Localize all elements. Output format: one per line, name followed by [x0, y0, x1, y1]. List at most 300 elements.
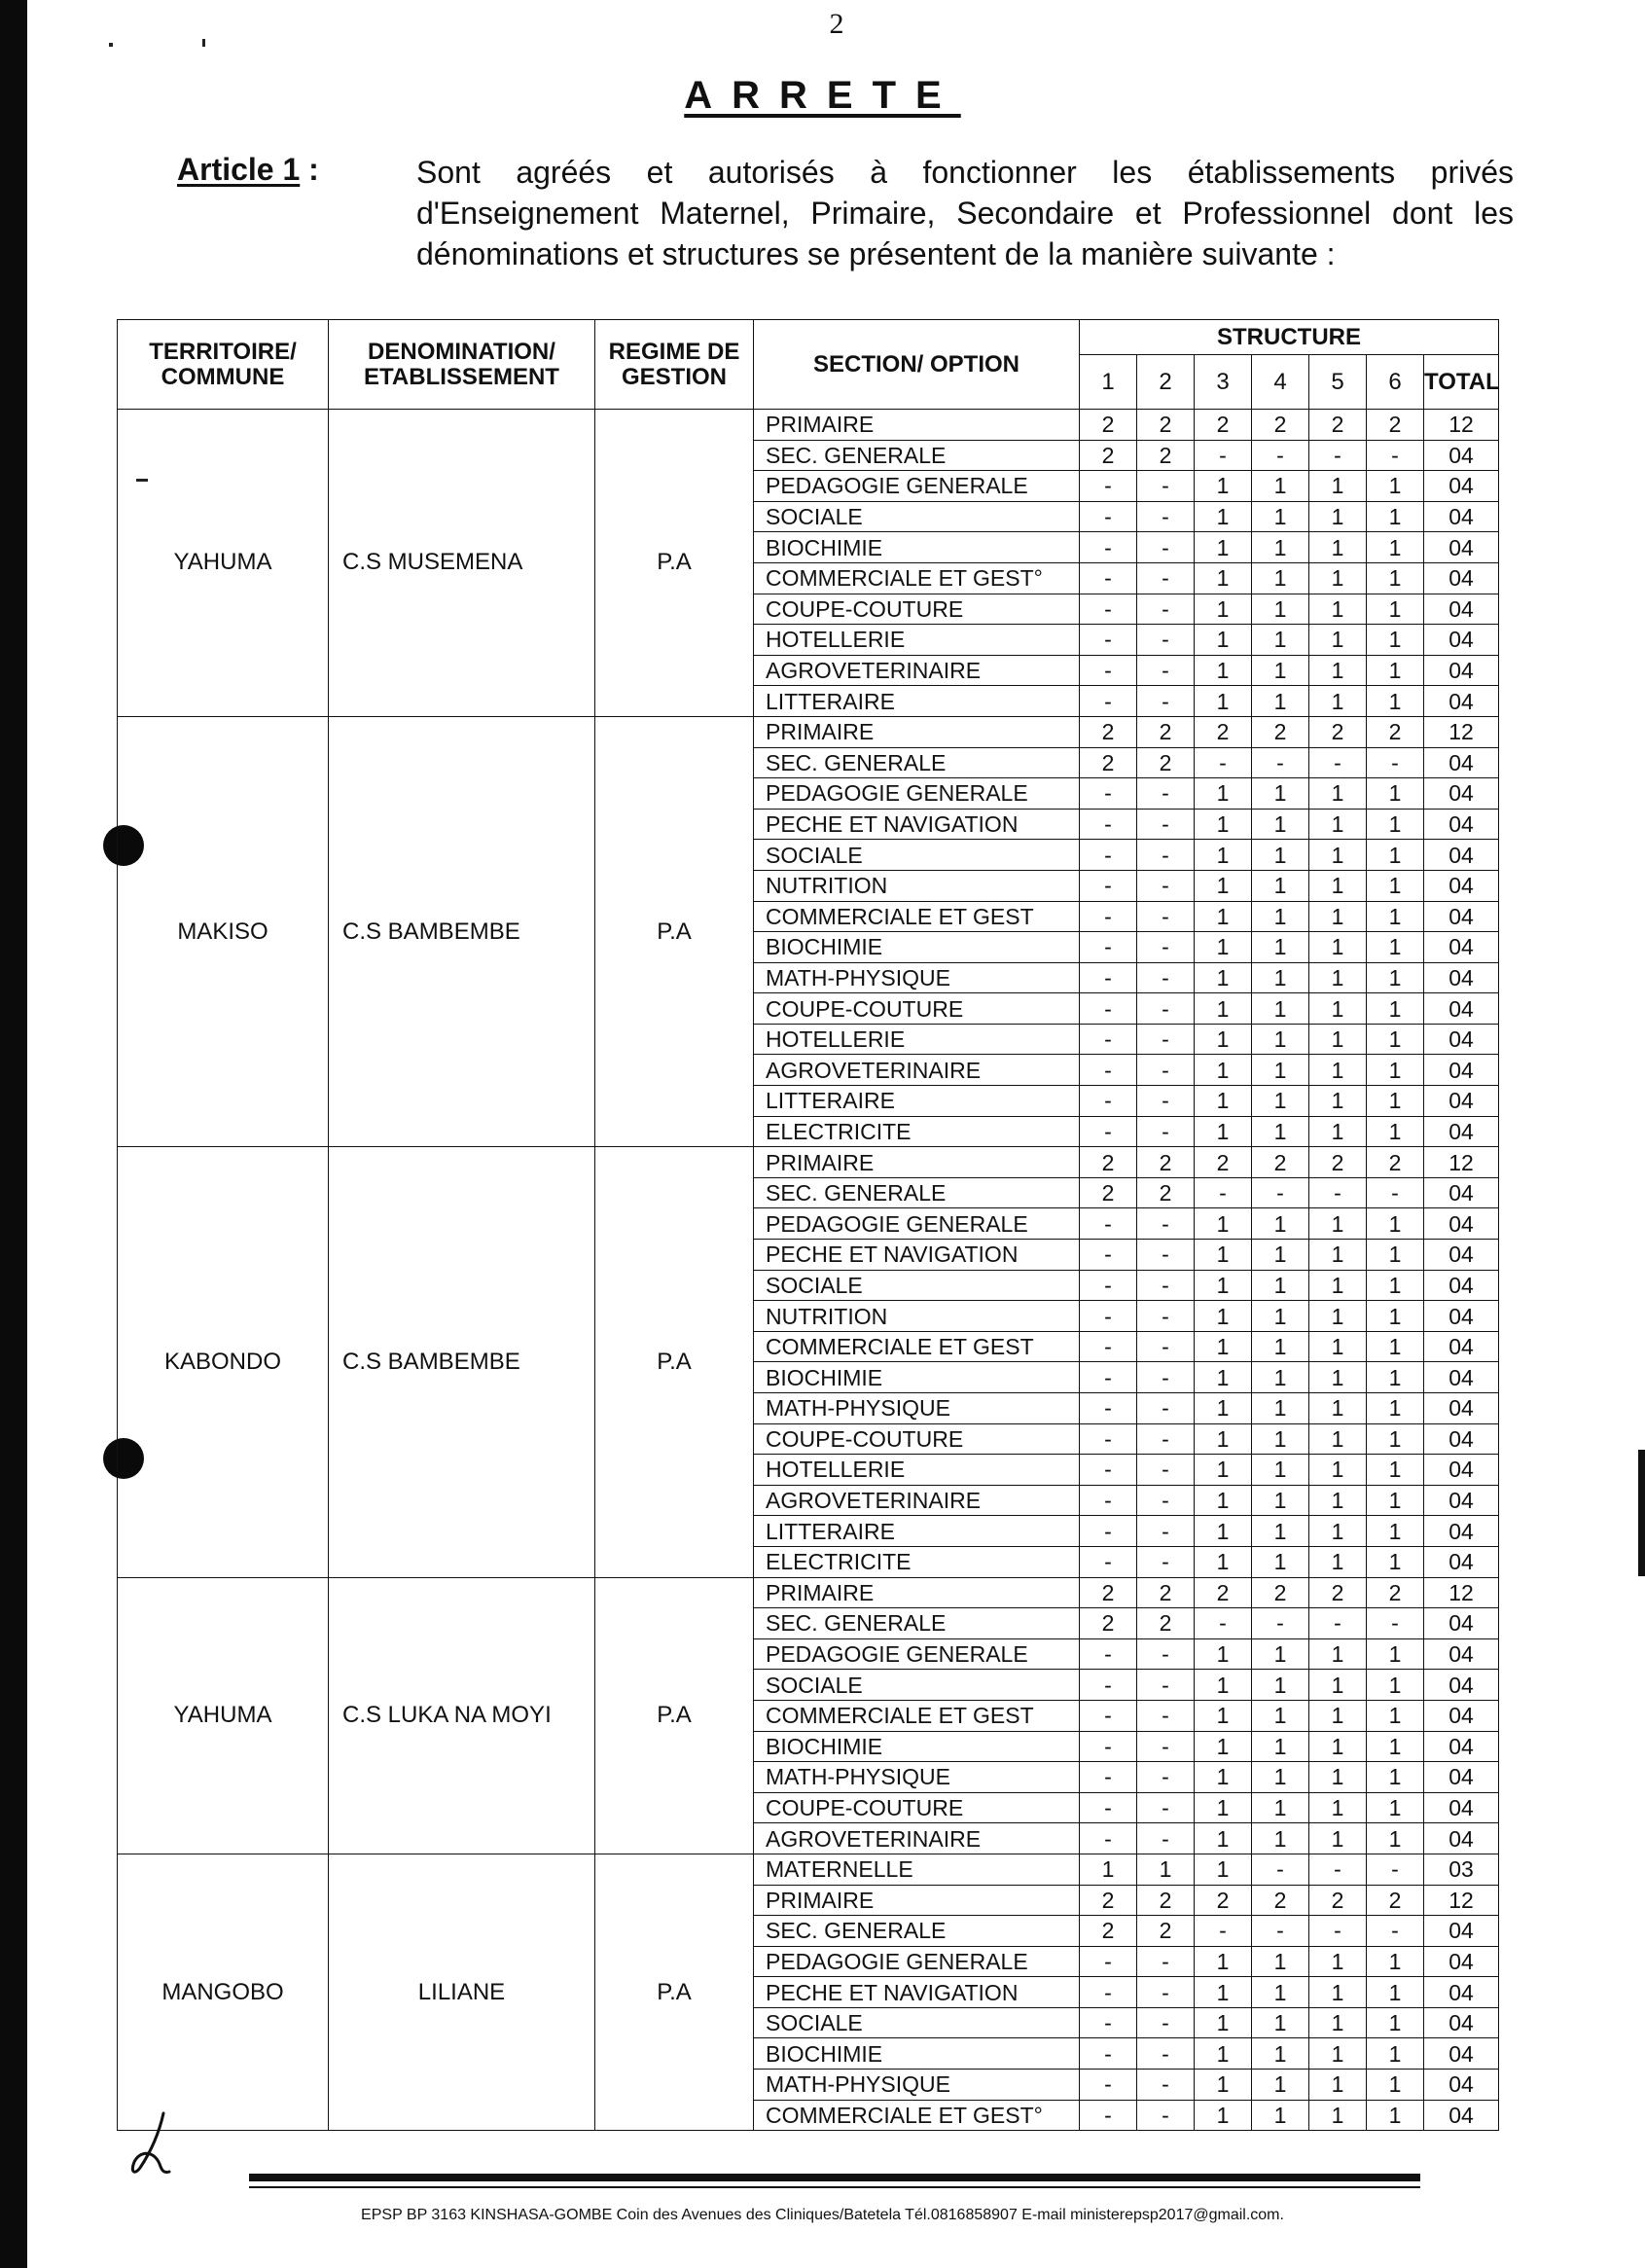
structure-cell-year-3: 1 [1195, 840, 1252, 871]
total-cell: 04 [1424, 2070, 1499, 2101]
establishments-table [117, 319, 1499, 2131]
structure-cell-year-5: 2 [1309, 410, 1367, 441]
option-cell: COUPE-COUTURE [754, 1792, 1080, 1823]
structure-cell-year-4: 1 [1252, 1455, 1309, 1486]
option-cell: BIOCHIMIE [754, 532, 1080, 563]
structure-cell-year-3: 1 [1195, 1638, 1252, 1670]
total-cell: 04 [1424, 1177, 1499, 1208]
structure-cell-year-4: 1 [1252, 1362, 1309, 1393]
structure-cell-year-1: - [1080, 1670, 1137, 1701]
structure-cell-year-4: 1 [1252, 1240, 1309, 1271]
structure-cell-year-2: - [1137, 778, 1195, 810]
structure-cell-year-1: - [1080, 2007, 1137, 2038]
structure-cell-year-2: - [1137, 471, 1195, 502]
structure-cell-year-6: 1 [1367, 1301, 1424, 1332]
regime-cell: P.A [595, 1577, 754, 1854]
etablissement-cell: C.S BAMBEMBE [329, 1147, 595, 1577]
structure-cell-year-6: 1 [1367, 1731, 1424, 1762]
structure-cell-year-3: 1 [1195, 1240, 1252, 1271]
structure-cell-year-1: - [1080, 655, 1137, 686]
option-cell: LITTERAIRE [754, 1086, 1080, 1117]
structure-cell-year-2: 2 [1137, 1608, 1195, 1639]
structure-cell-year-2: 2 [1137, 1577, 1195, 1608]
structure-cell-year-2: - [1137, 809, 1195, 840]
structure-cell-year-5: 1 [1309, 1301, 1367, 1332]
structure-cell-year-2: - [1137, 1731, 1195, 1762]
structure-cell-year-4: 1 [1252, 840, 1309, 871]
structure-cell-year-6: 1 [1367, 532, 1424, 563]
structure-cell-year-6: 1 [1367, 471, 1424, 502]
option-cell: SEC. GENERALE [754, 1916, 1080, 1947]
structure-cell-year-3: 1 [1195, 932, 1252, 963]
structure-cell-year-5: 1 [1309, 1240, 1367, 1271]
structure-cell-year-4: 1 [1252, 1208, 1309, 1240]
structure-cell-year-6: 1 [1367, 778, 1424, 810]
structure-cell-year-6: 1 [1367, 594, 1424, 625]
structure-cell-year-5: - [1309, 1916, 1367, 1947]
structure-cell-year-6: 1 [1367, 1024, 1424, 1055]
total-cell: 12 [1424, 1147, 1499, 1178]
structure-cell-year-4: 1 [1252, 2007, 1309, 2038]
regime-cell: P.A [595, 410, 754, 717]
structure-cell-year-5: 1 [1309, 1270, 1367, 1301]
option-cell: PRIMAIRE [754, 1577, 1080, 1608]
structure-cell-year-5: 1 [1309, 1762, 1367, 1793]
structure-cell-year-6: 1 [1367, 993, 1424, 1025]
table-row [118, 716, 1499, 747]
option-cell: SEC. GENERALE [754, 440, 1080, 471]
scan-edge-shadow [0, 0, 27, 2268]
structure-cell-year-1: - [1080, 1792, 1137, 1823]
structure-cell-year-3: 1 [1195, 1116, 1252, 1147]
structure-cell-year-1: 2 [1080, 1147, 1137, 1178]
structure-cell-year-3: 1 [1195, 1854, 1252, 1885]
structure-cell-year-2: - [1137, 1301, 1195, 1332]
structure-cell-year-2: - [1137, 1823, 1195, 1854]
total-cell: 04 [1424, 1731, 1499, 1762]
structure-cell-year-1: - [1080, 1731, 1137, 1762]
structure-cell-year-1: - [1080, 1638, 1137, 1670]
structure-cell-year-5: 1 [1309, 1946, 1367, 1977]
structure-cell-year-4: 1 [1252, 1516, 1309, 1547]
structure-cell-year-3: 1 [1195, 1731, 1252, 1762]
structure-cell-year-4: 1 [1252, 1638, 1309, 1670]
structure-cell-year-5: 1 [1309, 809, 1367, 840]
structure-cell-year-1: - [1080, 809, 1137, 840]
structure-cell-year-2: - [1137, 594, 1195, 625]
scan-speck [202, 39, 205, 47]
structure-cell-year-1: - [1080, 1516, 1137, 1547]
footer-address: EPSP BP 3163 KINSHASA-GOMBE Coin des Avenues des Cliniques/Batetela Tél.0816858907 E-mail ministerepsp2017@gmail.com. [361, 2207, 1284, 2223]
option-cell: PEDAGOGIE GENERALE [754, 1946, 1080, 1977]
structure-cell-year-4: 1 [1252, 993, 1309, 1025]
structure-cell-year-4: 1 [1252, 562, 1309, 594]
total-cell: 04 [1424, 1823, 1499, 1854]
structure-cell-year-4: 1 [1252, 1270, 1309, 1301]
structure-cell-year-3: 1 [1195, 1393, 1252, 1424]
structure-cell-year-1: - [1080, 962, 1137, 993]
structure-cell-year-4: 2 [1252, 410, 1309, 441]
structure-cell-year-3: 1 [1195, 686, 1252, 717]
structure-cell-year-1: - [1080, 1024, 1137, 1055]
structure-cell-year-1: - [1080, 1700, 1137, 1731]
option-cell: PEDAGOGIE GENERALE [754, 1638, 1080, 1670]
structure-cell-year-5: 1 [1309, 1362, 1367, 1393]
structure-cell-year-3: 1 [1195, 1455, 1252, 1486]
structure-cell-year-3: 1 [1195, 993, 1252, 1025]
structure-cell-year-6: 1 [1367, 1516, 1424, 1547]
option-cell: BIOCHIMIE [754, 932, 1080, 963]
total-cell: 04 [1424, 962, 1499, 993]
option-cell: AGROVETERINAIRE [754, 655, 1080, 686]
structure-cell-year-6: 1 [1367, 2070, 1424, 2101]
option-cell: PECHE ET NAVIGATION [754, 1240, 1080, 1271]
structure-cell-year-3: 2 [1195, 1147, 1252, 1178]
structure-cell-year-2: - [1137, 625, 1195, 656]
territoire-cell: YAHUMA [118, 410, 329, 717]
structure-cell-year-1: - [1080, 562, 1137, 594]
structure-cell-year-3: 1 [1195, 625, 1252, 656]
total-cell: 04 [1424, 686, 1499, 717]
structure-cell-year-1: - [1080, 1455, 1137, 1486]
structure-cell-year-4: 1 [1252, 1792, 1309, 1823]
structure-cell-year-3: 1 [1195, 532, 1252, 563]
header-year-1: 1 [1080, 355, 1137, 410]
structure-cell-year-1: - [1080, 1055, 1137, 1086]
structure-cell-year-6: 1 [1367, 1670, 1424, 1701]
structure-cell-year-5: 2 [1309, 1147, 1367, 1178]
structure-cell-year-6: 2 [1367, 410, 1424, 441]
structure-cell-year-2: - [1137, 2100, 1195, 2131]
structure-cell-year-1: - [1080, 778, 1137, 810]
structure-cell-year-5: 1 [1309, 471, 1367, 502]
structure-cell-year-1: - [1080, 1331, 1137, 1362]
structure-cell-year-5: 1 [1309, 1116, 1367, 1147]
option-cell: MATH-PHYSIQUE [754, 2070, 1080, 2101]
territoire-cell: MANGOBO [118, 1854, 329, 2130]
structure-cell-year-2: - [1137, 1670, 1195, 1701]
structure-cell-year-2: - [1137, 1055, 1195, 1086]
structure-cell-year-1: - [1080, 1240, 1137, 1271]
structure-cell-year-2: - [1137, 932, 1195, 963]
structure-cell-year-5: 1 [1309, 501, 1367, 532]
structure-cell-year-6: 1 [1367, 1393, 1424, 1424]
structure-cell-year-3: 1 [1195, 2038, 1252, 2070]
total-cell: 04 [1424, 471, 1499, 502]
structure-cell-year-3: 1 [1195, 1823, 1252, 1854]
scan-speck [109, 43, 113, 47]
structure-cell-year-2: - [1137, 1393, 1195, 1424]
structure-cell-year-5: 1 [1309, 1485, 1367, 1516]
structure-cell-year-5: 1 [1309, 1024, 1367, 1055]
total-cell: 04 [1424, 2038, 1499, 2070]
header-territoire: TERRITOIRE/ COMMUNE [118, 320, 329, 410]
structure-cell-year-4: 1 [1252, 471, 1309, 502]
structure-cell-year-3: 1 [1195, 778, 1252, 810]
structure-cell-year-1: - [1080, 870, 1137, 901]
structure-cell-year-5: 2 [1309, 1577, 1367, 1608]
structure-cell-year-5: 1 [1309, 1700, 1367, 1731]
option-cell: MATH-PHYSIQUE [754, 1393, 1080, 1424]
regime-cell: P.A [595, 716, 754, 1146]
structure-cell-year-1: - [1080, 594, 1137, 625]
structure-cell-year-4: 1 [1252, 1762, 1309, 1793]
page-number: 2 [829, 8, 844, 40]
structure-cell-year-3: 1 [1195, 501, 1252, 532]
structure-cell-year-3: 1 [1195, 655, 1252, 686]
option-cell: AGROVETERINAIRE [754, 1055, 1080, 1086]
structure-cell-year-3: 1 [1195, 870, 1252, 901]
structure-cell-year-1: - [1080, 1423, 1137, 1455]
structure-cell-year-3: 2 [1195, 716, 1252, 747]
option-cell: AGROVETERINAIRE [754, 1485, 1080, 1516]
structure-cell-year-1: - [1080, 1546, 1137, 1577]
total-cell: 04 [1424, 1055, 1499, 1086]
header-total: TOTAL [1424, 355, 1499, 410]
structure-cell-year-2: 2 [1137, 440, 1195, 471]
structure-cell-year-3: 1 [1195, 1055, 1252, 1086]
structure-cell-year-5: 1 [1309, 655, 1367, 686]
structure-cell-year-4: 2 [1252, 716, 1309, 747]
structure-cell-year-6: 1 [1367, 901, 1424, 932]
structure-cell-year-1: - [1080, 1393, 1137, 1424]
structure-cell-year-1: - [1080, 686, 1137, 717]
signature-mark [125, 2111, 193, 2181]
structure-cell-year-2: - [1137, 1362, 1195, 1393]
structure-cell-year-4: 1 [1252, 625, 1309, 656]
structure-cell-year-3: - [1195, 1177, 1252, 1208]
option-cell: COUPE-COUTURE [754, 594, 1080, 625]
structure-cell-year-2: - [1137, 1208, 1195, 1240]
structure-cell-year-2: - [1137, 562, 1195, 594]
option-cell: BIOCHIMIE [754, 2038, 1080, 2070]
structure-cell-year-6: - [1367, 440, 1424, 471]
option-cell: LITTERAIRE [754, 686, 1080, 717]
option-cell: AGROVETERINAIRE [754, 1823, 1080, 1854]
structure-cell-year-3: 1 [1195, 471, 1252, 502]
option-cell: COMMERCIALE ET GEST [754, 901, 1080, 932]
option-cell: SOCIALE [754, 1270, 1080, 1301]
structure-cell-year-1: 2 [1080, 1608, 1137, 1639]
structure-cell-year-6: 1 [1367, 501, 1424, 532]
structure-cell-year-2: - [1137, 1024, 1195, 1055]
structure-cell-year-3: 1 [1195, 1546, 1252, 1577]
structure-cell-year-1: - [1080, 1116, 1137, 1147]
structure-cell-year-6: 1 [1367, 1270, 1424, 1301]
structure-cell-year-5: 1 [1309, 1670, 1367, 1701]
table-row [118, 410, 1499, 441]
structure-cell-year-5: 1 [1309, 1731, 1367, 1762]
structure-cell-year-5: - [1309, 440, 1367, 471]
structure-cell-year-2: - [1137, 686, 1195, 717]
structure-cell-year-5: 1 [1309, 625, 1367, 656]
structure-cell-year-1: - [1080, 2100, 1137, 2131]
structure-cell-year-5: 1 [1309, 1331, 1367, 1362]
structure-cell-year-3: - [1195, 1916, 1252, 1947]
total-cell: 04 [1424, 1086, 1499, 1117]
structure-cell-year-1: 1 [1080, 1854, 1137, 1885]
structure-cell-year-6: 1 [1367, 809, 1424, 840]
total-cell: 12 [1424, 1577, 1499, 1608]
structure-cell-year-1: - [1080, 840, 1137, 871]
total-cell: 04 [1424, 1362, 1499, 1393]
structure-cell-year-3: 1 [1195, 1423, 1252, 1455]
header-year-4: 4 [1252, 355, 1309, 410]
structure-cell-year-6: 1 [1367, 1485, 1424, 1516]
header-year-5: 5 [1309, 355, 1367, 410]
structure-cell-year-2: 2 [1137, 1885, 1195, 1916]
structure-cell-year-2: - [1137, 1946, 1195, 1977]
option-cell: SEC. GENERALE [754, 1608, 1080, 1639]
structure-cell-year-4: 2 [1252, 1885, 1309, 1916]
structure-cell-year-6: 1 [1367, 1455, 1424, 1486]
structure-cell-year-6: 1 [1367, 1792, 1424, 1823]
option-cell: SOCIALE [754, 840, 1080, 871]
structure-cell-year-6: 1 [1367, 962, 1424, 993]
structure-cell-year-3: 1 [1195, 2007, 1252, 2038]
total-cell: 04 [1424, 1240, 1499, 1271]
total-cell: 04 [1424, 1331, 1499, 1362]
option-cell: PEDAGOGIE GENERALE [754, 471, 1080, 502]
total-cell: 04 [1424, 778, 1499, 810]
structure-cell-year-5: 1 [1309, 1792, 1367, 1823]
structure-cell-year-1: - [1080, 625, 1137, 656]
option-cell: PRIMAIRE [754, 1885, 1080, 1916]
structure-cell-year-4: 1 [1252, 1423, 1309, 1455]
table-body [118, 410, 1499, 2131]
structure-cell-year-2: - [1137, 870, 1195, 901]
structure-cell-year-5: 1 [1309, 1423, 1367, 1455]
structure-cell-year-5: 1 [1309, 2038, 1367, 2070]
territoire-cell: KABONDO [118, 1147, 329, 1577]
total-cell: 04 [1424, 440, 1499, 471]
establishments-table-wrap [117, 319, 1498, 2131]
structure-cell-year-6: 1 [1367, 1116, 1424, 1147]
total-cell: 04 [1424, 1946, 1499, 1977]
structure-cell-year-2: - [1137, 655, 1195, 686]
structure-cell-year-5: 1 [1309, 2070, 1367, 2101]
structure-cell-year-6: 1 [1367, 2100, 1424, 2131]
structure-cell-year-2: - [1137, 1455, 1195, 1486]
option-cell: ELECTRICITE [754, 1116, 1080, 1147]
total-cell: 04 [1424, 1670, 1499, 1701]
structure-cell-year-2: - [1137, 1977, 1195, 2008]
structure-cell-year-4: 1 [1252, 1485, 1309, 1516]
total-cell: 04 [1424, 1638, 1499, 1670]
structure-cell-year-4: 1 [1252, 778, 1309, 810]
structure-cell-year-1: - [1080, 532, 1137, 563]
structure-cell-year-5: 1 [1309, 993, 1367, 1025]
structure-cell-year-4: 1 [1252, 1670, 1309, 1701]
structure-cell-year-3: 1 [1195, 1270, 1252, 1301]
etablissement-cell: C.S BAMBEMBE [329, 716, 595, 1146]
structure-cell-year-1: - [1080, 1270, 1137, 1301]
structure-cell-year-5: 1 [1309, 2007, 1367, 2038]
structure-cell-year-4: - [1252, 1916, 1309, 1947]
structure-cell-year-2: - [1137, 532, 1195, 563]
structure-cell-year-4: 2 [1252, 1577, 1309, 1608]
structure-cell-year-1: - [1080, 1301, 1137, 1332]
structure-cell-year-4: 1 [1252, 501, 1309, 532]
total-cell: 04 [1424, 1977, 1499, 2008]
structure-cell-year-5: - [1309, 1177, 1367, 1208]
option-cell: HOTELLERIE [754, 625, 1080, 656]
option-cell: COMMERCIALE ET GEST° [754, 2100, 1080, 2131]
total-cell: 04 [1424, 1301, 1499, 1332]
total-cell: 04 [1424, 1455, 1499, 1486]
structure-cell-year-1: 2 [1080, 1916, 1137, 1947]
structure-cell-year-2: - [1137, 962, 1195, 993]
structure-cell-year-3: 1 [1195, 1670, 1252, 1701]
total-cell: 04 [1424, 747, 1499, 778]
structure-cell-year-5: - [1309, 1608, 1367, 1639]
total-cell: 04 [1424, 2100, 1499, 2131]
structure-cell-year-1: - [1080, 1977, 1137, 2008]
etablissement-cell: LILIANE [329, 1854, 595, 2130]
structure-cell-year-2: - [1137, 501, 1195, 532]
structure-cell-year-6: 1 [1367, 1208, 1424, 1240]
option-cell: MATH-PHYSIQUE [754, 962, 1080, 993]
structure-cell-year-5: 1 [1309, 686, 1367, 717]
total-cell: 04 [1424, 1208, 1499, 1240]
header-regime: REGIME DE GESTION [595, 320, 754, 410]
structure-cell-year-6: - [1367, 1916, 1424, 1947]
total-cell: 12 [1424, 1885, 1499, 1916]
structure-cell-year-6: 1 [1367, 1240, 1424, 1271]
structure-cell-year-4: 1 [1252, 1946, 1309, 1977]
option-cell: NUTRITION [754, 870, 1080, 901]
structure-cell-year-1: 2 [1080, 716, 1137, 747]
structure-cell-year-6: 1 [1367, 932, 1424, 963]
structure-cell-year-1: - [1080, 471, 1137, 502]
structure-cell-year-2: 2 [1137, 747, 1195, 778]
structure-cell-year-4: 1 [1252, 1546, 1309, 1577]
structure-cell-year-5: 1 [1309, 1393, 1367, 1424]
structure-cell-year-4: 1 [1252, 1331, 1309, 1362]
total-cell: 04 [1424, 1393, 1499, 1424]
structure-cell-year-6: 1 [1367, 870, 1424, 901]
structure-cell-year-3: 1 [1195, 1086, 1252, 1117]
total-cell: 04 [1424, 594, 1499, 625]
structure-cell-year-5: 1 [1309, 562, 1367, 594]
structure-cell-year-6: 1 [1367, 625, 1424, 656]
structure-cell-year-6: 1 [1367, 1823, 1424, 1854]
option-cell: BIOCHIMIE [754, 1362, 1080, 1393]
structure-cell-year-3: 1 [1195, 1792, 1252, 1823]
structure-cell-year-4: 1 [1252, 1024, 1309, 1055]
structure-cell-year-4: 1 [1252, 809, 1309, 840]
structure-cell-year-1: - [1080, 1485, 1137, 1516]
structure-cell-year-3: 1 [1195, 562, 1252, 594]
structure-cell-year-2: - [1137, 1331, 1195, 1362]
structure-cell-year-3: 1 [1195, 1301, 1252, 1332]
structure-cell-year-3: 1 [1195, 1700, 1252, 1731]
structure-cell-year-6: 1 [1367, 655, 1424, 686]
structure-cell-year-5: 1 [1309, 870, 1367, 901]
option-cell: COMMERCIALE ET GEST° [754, 562, 1080, 594]
structure-cell-year-6: 1 [1367, 1362, 1424, 1393]
structure-cell-year-4: 2 [1252, 1147, 1309, 1178]
option-cell: SOCIALE [754, 2007, 1080, 2038]
structure-cell-year-5: 1 [1309, 532, 1367, 563]
structure-cell-year-6: 1 [1367, 840, 1424, 871]
territoire-cell: YAHUMA [118, 1577, 329, 1854]
total-cell: 12 [1424, 410, 1499, 441]
footer-rule-thin [249, 2186, 1420, 2188]
structure-cell-year-2: 2 [1137, 1147, 1195, 1178]
total-cell: 04 [1424, 501, 1499, 532]
structure-cell-year-3: 1 [1195, 809, 1252, 840]
